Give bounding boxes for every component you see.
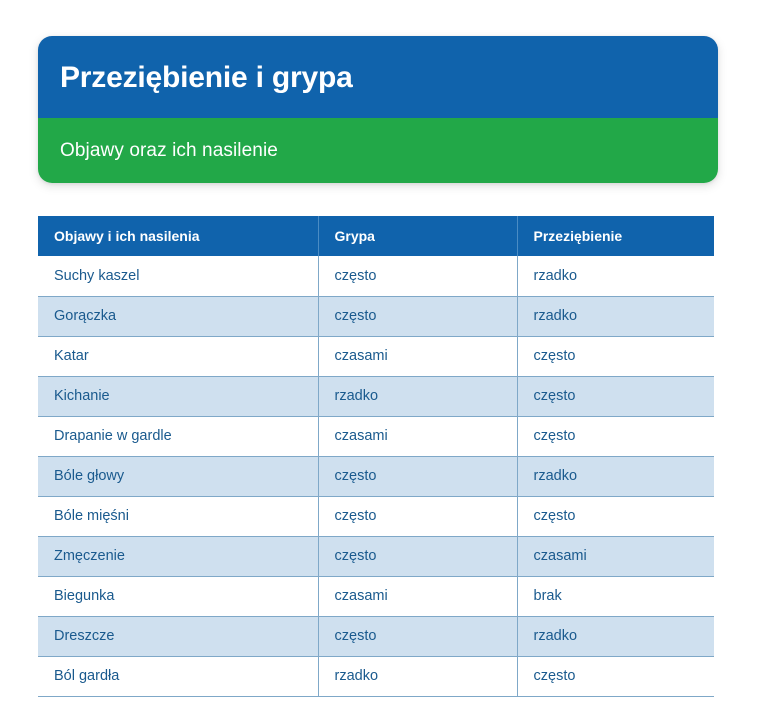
cell-flu-severity: często — [318, 496, 517, 536]
title-band — [38, 36, 718, 118]
cell-symptom: Zmęczenie — [38, 536, 318, 576]
symptom-comparison-table — [38, 216, 714, 697]
cell-symptom: Dreszcze — [38, 616, 318, 656]
table-row — [38, 376, 714, 416]
cell-cold-severity: często — [517, 416, 714, 456]
table-row — [38, 496, 714, 536]
cell-symptom: Bóle mięśni — [38, 496, 318, 536]
cell-cold-severity: rzadko — [517, 296, 714, 336]
column-header-flu: Grypa — [318, 216, 517, 256]
cell-flu-severity: czasami — [318, 576, 517, 616]
subtitle-band — [38, 118, 718, 183]
cell-symptom: Gorączka — [38, 296, 318, 336]
cell-flu-severity: często — [318, 256, 517, 296]
table-header — [38, 216, 714, 256]
cell-flu-severity: czasami — [318, 336, 517, 376]
table-header-row — [38, 216, 714, 256]
cell-flu-severity: często — [318, 536, 517, 576]
cell-symptom: Suchy kaszel — [38, 256, 318, 296]
cell-cold-severity: rzadko — [517, 616, 714, 656]
page-title: Przeziębienie i grypa — [60, 60, 353, 94]
cell-flu-severity: często — [318, 456, 517, 496]
table-row — [38, 616, 714, 656]
column-header-symptoms: Objawy i ich nasilenia — [38, 216, 318, 256]
cell-cold-severity: rzadko — [517, 256, 714, 296]
cell-cold-severity: brak — [517, 576, 714, 616]
table-row — [38, 256, 714, 296]
table-row — [38, 576, 714, 616]
table-row — [38, 536, 714, 576]
cell-cold-severity: często — [517, 496, 714, 536]
cell-cold-severity: rzadko — [517, 456, 714, 496]
cell-cold-severity: często — [517, 656, 714, 696]
cell-cold-severity: czasami — [517, 536, 714, 576]
cell-flu-severity: czasami — [318, 416, 517, 456]
column-header-cold: Przeziębienie — [517, 216, 714, 256]
cell-symptom: Kichanie — [38, 376, 318, 416]
table-row — [38, 456, 714, 496]
header-card — [38, 36, 718, 183]
cell-symptom: Katar — [38, 336, 318, 376]
table-row — [38, 296, 714, 336]
cell-symptom: Drapanie w gardle — [38, 416, 318, 456]
table-row — [38, 656, 714, 696]
cell-cold-severity: często — [517, 336, 714, 376]
cell-symptom: Ból gardła — [38, 656, 318, 696]
table-row — [38, 336, 714, 376]
cell-symptom: Bóle głowy — [38, 456, 318, 496]
cell-flu-severity: rzadko — [318, 376, 517, 416]
page-subtitle: Objawy oraz ich nasilenie — [60, 139, 278, 161]
cell-flu-severity: często — [318, 616, 517, 656]
cell-flu-severity: często — [318, 296, 517, 336]
cell-symptom: Biegunka — [38, 576, 318, 616]
cell-cold-severity: często — [517, 376, 714, 416]
table-body — [38, 256, 714, 696]
cell-flu-severity: rzadko — [318, 656, 517, 696]
table-row — [38, 416, 714, 456]
